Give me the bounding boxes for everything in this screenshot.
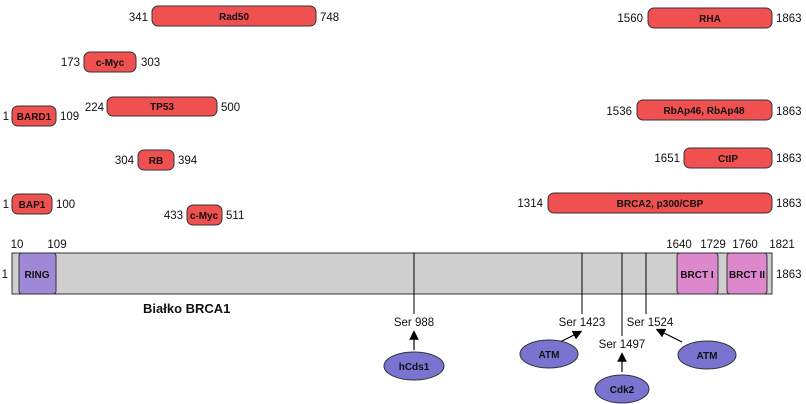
domain-label: RING bbox=[24, 270, 50, 281]
partner-end: 748 bbox=[320, 12, 340, 24]
kinase-label: hCds1 bbox=[398, 362, 430, 373]
partner-end: 303 bbox=[141, 57, 161, 69]
domain-label: BRCT I bbox=[680, 270, 714, 281]
partner-start: 433 bbox=[163, 210, 183, 222]
kinase-label: ATM bbox=[538, 350, 560, 361]
site-label: Ser 988 bbox=[393, 317, 435, 329]
partner-label: c-Myc bbox=[95, 58, 125, 69]
partner-c-myc-2 bbox=[164, 205, 245, 225]
domain-brct-2 bbox=[727, 239, 795, 294]
partner-start: 1 bbox=[2, 199, 9, 211]
partner-label: BAP1 bbox=[18, 200, 46, 211]
partner-label: RHA bbox=[699, 14, 721, 25]
partner-start: 224 bbox=[84, 102, 104, 114]
partner-label: c-Myc bbox=[189, 211, 219, 222]
partner-label: RB bbox=[148, 156, 164, 167]
partner-bard1 bbox=[3, 106, 80, 126]
kinase-label: Cdk2 bbox=[609, 385, 635, 396]
partner-label: BRCA2, p300/CBP bbox=[616, 199, 704, 210]
partner-start: 341 bbox=[128, 12, 148, 24]
domain-start: 1760 bbox=[732, 239, 758, 251]
site-label: Ser 1423 bbox=[558, 317, 606, 329]
domain-start: 10 bbox=[10, 239, 24, 251]
partner-start: 1651 bbox=[654, 153, 680, 165]
site-label: Ser 1524 bbox=[626, 317, 674, 329]
protein-bar bbox=[12, 253, 772, 294]
domain-start: 1640 bbox=[666, 239, 692, 251]
partner-end: 394 bbox=[178, 155, 198, 167]
partner-rbap46-rbap48 bbox=[606, 100, 801, 120]
partner-start: 173 bbox=[60, 57, 80, 69]
partner-start: 1536 bbox=[606, 106, 632, 118]
partner-start: 1 bbox=[2, 111, 9, 123]
site-arrow bbox=[560, 333, 578, 342]
partner-label: TP53 bbox=[150, 102, 174, 113]
partner-end: 1863 bbox=[776, 106, 802, 118]
partner-bap1 bbox=[3, 194, 76, 214]
partner-end: 1863 bbox=[776, 198, 802, 210]
site-arrow bbox=[660, 331, 682, 342]
partner-c-myc-1 bbox=[61, 52, 160, 72]
partner-end: 500 bbox=[221, 102, 241, 114]
partner-end: 100 bbox=[56, 199, 76, 211]
protein-name: Białko BRCA1 bbox=[143, 301, 231, 316]
domain-end: 109 bbox=[47, 239, 67, 251]
kinase-label: ATM bbox=[696, 351, 718, 362]
partner-rb bbox=[115, 150, 198, 170]
partner-label: CtIP bbox=[718, 154, 738, 165]
partner-label: RbAp46, RbAp48 bbox=[663, 106, 745, 117]
partner-brca2-p300-cbp bbox=[517, 193, 801, 213]
partner-start: 1560 bbox=[617, 13, 643, 25]
partner-end: 109 bbox=[60, 111, 80, 123]
partner-rad50 bbox=[129, 6, 339, 26]
site-label: Ser 1497 bbox=[598, 339, 646, 351]
domain-end: 1821 bbox=[769, 239, 795, 251]
partner-end: 511 bbox=[226, 210, 245, 222]
partner-label: Rad50 bbox=[218, 12, 250, 23]
partner-end: 1863 bbox=[776, 13, 802, 25]
partner-ctip bbox=[654, 148, 801, 168]
partner-start: 304 bbox=[114, 155, 134, 167]
partner-end: 1863 bbox=[776, 153, 802, 165]
domain-end: 1729 bbox=[700, 239, 726, 251]
partner-rha bbox=[617, 8, 801, 28]
bar-start: 1 bbox=[1, 269, 8, 281]
partner-start: 1314 bbox=[517, 198, 543, 210]
bar-end: 1863 bbox=[776, 269, 802, 281]
partner-tp53 bbox=[85, 97, 240, 116]
domain-label: BRCT II bbox=[728, 270, 766, 281]
partner-label: BARD1 bbox=[16, 112, 52, 123]
